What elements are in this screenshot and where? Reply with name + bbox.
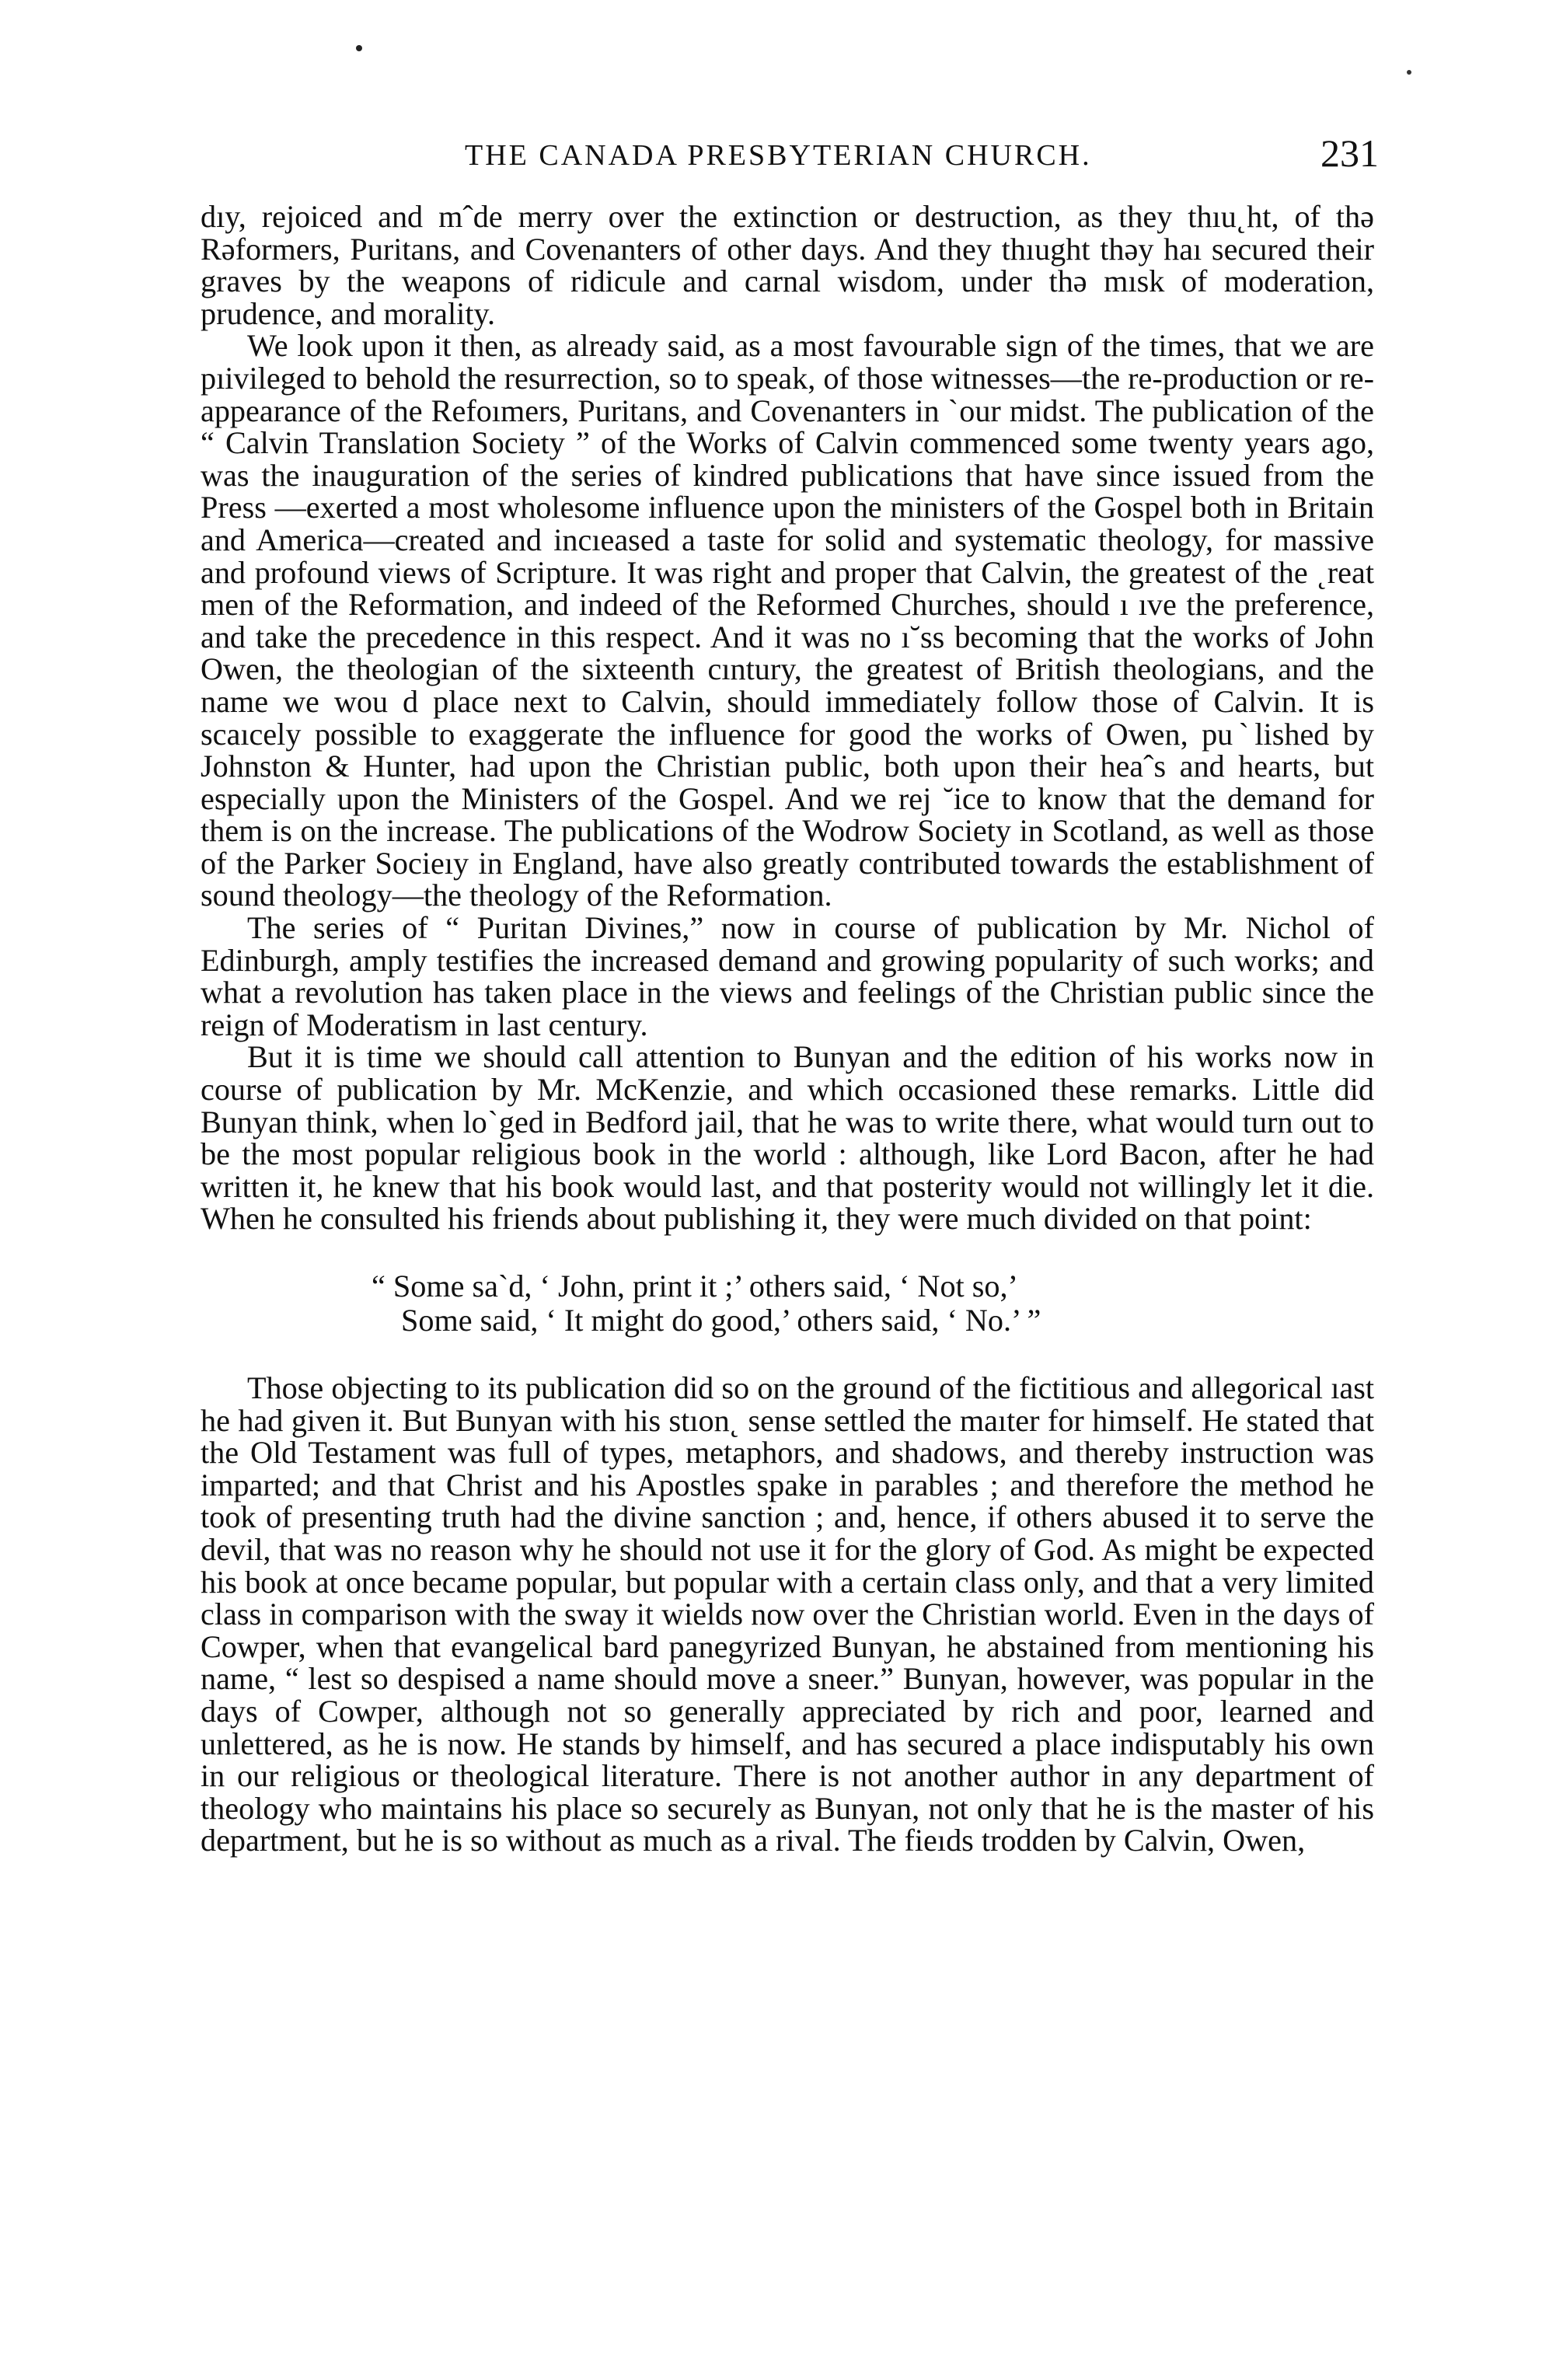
page-header bbox=[201, 131, 1379, 185]
paragraph: We look upon it then, as already said, as a most favourable sign of the times, that we are pıivileged to behold the resurrection, so to speak, of those witnesses—the re-production or re-appearance of the Refoımers, Puritans, and Covenanters in ˋour midst. The publication of the “ Calvin Translation Society ” of the Works of Calvin commenced some twenty years ago, was the inauguration of the series of kindred publications that have since issued from the Press —exerted a most wholesome influence upon the ministers of the Gospel both in Britain and America—created and incıeased a taste for solid and systematic theology, for massive and profound views of Scripture. It was right and proper that Calvin, the greatest of the ˛reat men of the Reformation, and indeed of the Reformed Churches, should ı ıve the preference, and take the precedence in this respect. And it was no ı˘ss becoming that the works of John Owen, the theologian of the sixteenth cıntury, the greatest of British theologians, and the name we wou d place next to Calvin, should immediately follow those of Calvin. It is scaıcely possible to exaggerate the influence for good the works of Owen, puˋlished by Johnston & Hunter, had upon the Christian public, both upon their heaˆs and hearts, but especially upon the Ministers of the Gospel. And we rej ˘ice to know that the demand for them is on the increase. The publications of the Wodrow Society in Scotland, as well as those of the Parker Socieıy in England, have also greatly contributed towards the establishment of sound theology—the theology of the Reformation. bbox=[201, 328, 1374, 913]
paragraph: Those objecting to its publication did so on the ground of the fictitious and allegorical ıast he had given it. But Bunyan with his stıon˛ sense settled the maıter for himself. He stated that the Old Testament was full of types, metaphors, and shadows, and thereby instruction was imparted; and that Christ and his Apostles spake in parables ; and therefore the method he took of presenting truth had the divine sanction ; and, hence, if others abused it to serve the devil, that was no reason why he should not use it for the glory of God. As might be expected his book at once became popular, but popular with a certain class only, and that a very limited class in comparison with the sway it wields now over the Christian world. Even in the days of Cowper, when that evangelical bard panegyrized Bunyan, he abstained from mentioning his name, “ lest so despised a name should move a sneer.” Bunyan, however, was popular in the days of Cowper, although not so generally appreciated by rich and poor, learned and unlettered, as he is now. He stands by himself, and has secured a place indisputably his own in our religious or theological literature. There is not another author in any department of theology who maintains his place so securely as Bunyan, not only that he is the master of his department, but he is so without as much as a rival. The fieıds trodden by Calvin, Owen, bbox=[201, 1370, 1374, 1858]
paragraph: dıy, rejoiced and mˆde merry over the extinction or destruction, as they thıu˛ht, of thə Rəformers, Puritans, and Covenanters of other days. And they thıught thəy haı secured their graves by the weapons of ridicule and carnal wisdom, under thə mısk of moderation, prudence, and morality. bbox=[201, 199, 1374, 331]
page-number: 231 bbox=[1320, 131, 1379, 175]
ink-speck bbox=[1407, 70, 1411, 75]
paragraph: But it is time we should call attention to Bunyan and the edition of his works now in course of publication by Mr. McKenzie, and which occasioned these remarks. Little did Bunyan think, when loˋged in Bedford jail, that he was to write there, what would turn out to be the most popular religious book in the world : although, like Lord Bacon, after he had written it, he knew that his book would last, and that posterity would not willingly let it die. When he consulted his friends about publishing it, they were much divided on that point: bbox=[201, 1039, 1374, 1237]
verse-quotation bbox=[201, 1269, 1374, 1338]
ink-speck bbox=[356, 45, 362, 51]
verse-line: Some said, ‘ It might do good,’ others said, ‘ No.’ ” bbox=[401, 1303, 1041, 1338]
verse-line: “ Some saˋd, ‘ John, print it ;’ others said, ‘ Not so,’ bbox=[372, 1269, 1018, 1303]
paragraph: The series of “ Puritan Divines,” now in course of publication by Mr. Nichol of Edinburgh, amply testifies the increased demand and growing popularity of such works; and what a revolution has taken place in the views and feelings of the Christian public since the reign of Moderatism in last century. bbox=[201, 910, 1374, 1042]
running-head: THE CANADA PRESBYTERIAN CHURCH. bbox=[465, 139, 1092, 172]
body-text bbox=[201, 201, 1374, 1857]
